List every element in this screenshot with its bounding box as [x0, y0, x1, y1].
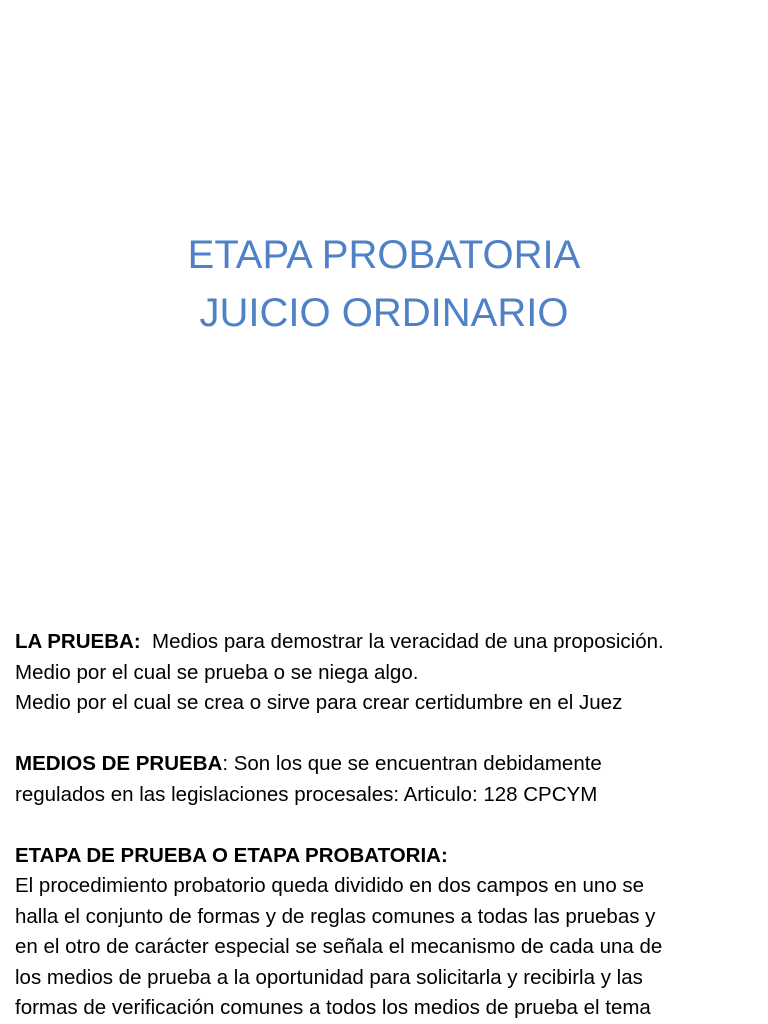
medios-line-2: regulados en las legislaciones procesales: Articulo: 128 CPCYM [15, 782, 598, 806]
etapa-line: los medios de prueba a la oportunidad para solicitarla y recibirla y las [15, 965, 643, 989]
prueba-line-2: Medio por el cual se prueba o se niega algo. [15, 660, 419, 684]
prueba-text: Medios para demostrar la veracidad de una proposición. [140, 630, 664, 653]
etapa-line: en el otro de carácter especial se señala el mecanismo de cada una de [15, 935, 663, 958]
medios-text: : Son los que se encuentran debidamente [222, 752, 602, 775]
medios-label: MEDIOS DE PRUEBA [15, 752, 223, 775]
prueba-label: LA PRUEBA: [15, 630, 141, 653]
title-line-1: ETAPA PROBATORIA [187, 233, 581, 277]
slide-title [0, 226, 768, 342]
prueba-line-3: Medio por el cual se crea o sirve para crear certidumbre en el Juez [15, 691, 623, 714]
medios-paragraph [15, 749, 755, 780]
etapa-heading: ETAPA DE PRUEBA O ETAPA PROBATORIA: [15, 843, 448, 867]
title-line-2: JUICIO ORDINARIO [199, 291, 569, 335]
paragraph-gap [15, 810, 755, 841]
etapa-line: formas de verificación comunes a todos los medios de prueba el tema [15, 996, 651, 1019]
prueba-paragraph [15, 627, 755, 658]
slide-body [15, 627, 755, 1024]
paragraph-gap [15, 719, 755, 750]
etapa-line: El procedimiento probatorio queda dividido en dos campos en uno se [15, 874, 645, 897]
etapa-line: halla el conjunto de formas y de reglas comunes a todas las pruebas y [15, 904, 656, 928]
